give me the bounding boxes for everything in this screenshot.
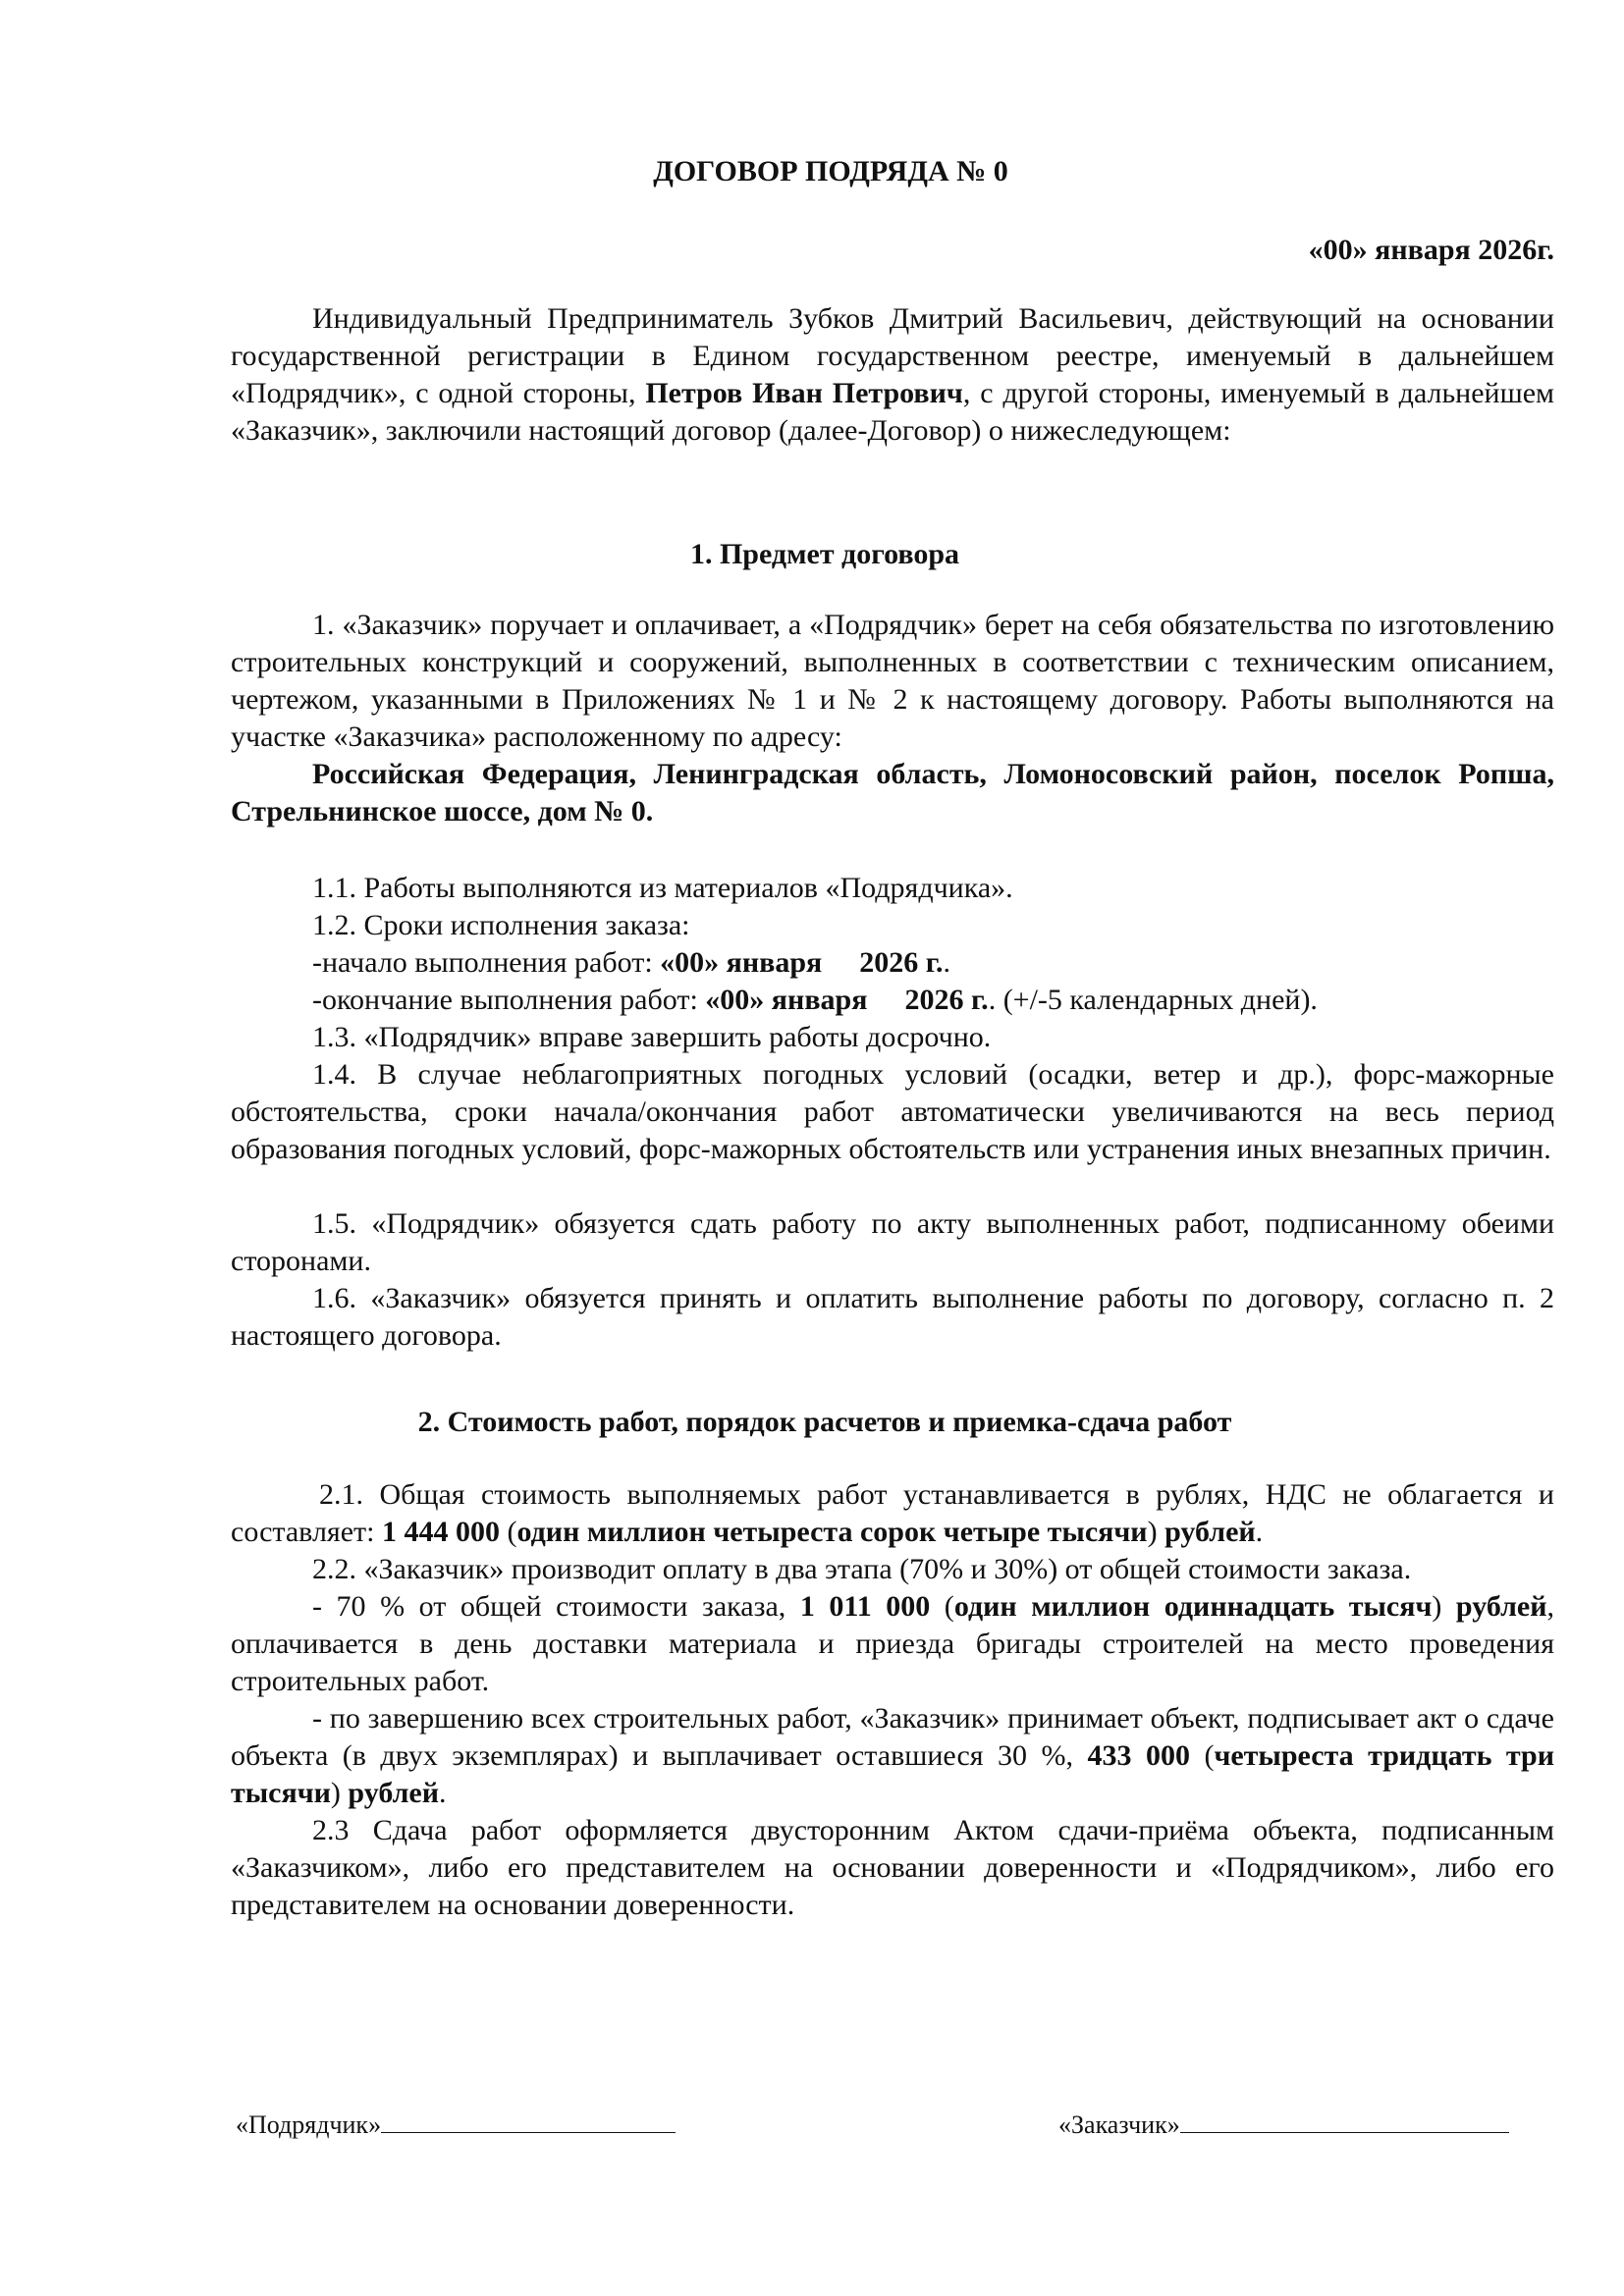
stage-1-amount: 1 011 000 xyxy=(799,1590,931,1623)
item-2-1-text: 2.1. Общая стоимость выполняемых работ устанавливается в рублях, НДС не облагается и составляет: xyxy=(231,1478,1554,1548)
total-amount-words: один миллион четыреста сорок четыре тысячи xyxy=(516,1516,1148,1548)
intro-text-1: Индивидуальный Предприниматель Зубков Дмитрий Васильевич, действующий на основании государственной регистрации в Едином государственном реестре, именуемый в дальнейшем «Подрядчик», с одной стороны, xyxy=(231,302,1554,409)
start-date-label: -начало выполнения работ: xyxy=(312,946,661,979)
stage-2-amount: 433 000 xyxy=(1087,1739,1190,1772)
end-date-note: . (+/-5 календарных дней). xyxy=(988,984,1318,1016)
stage-1-text-2: , оплачивается в день доставки материала и приезда бригады строителей на место проведения строительных работ. xyxy=(231,1590,1554,1697)
item-1-2: 1.2. Сроки исполнения заказа: xyxy=(312,909,690,941)
intro-paragraph xyxy=(231,300,1554,450)
item-1-4: 1.4. В случае неблагоприятных погодных условий (осадки, ветер и др.), форс-мажорные обстоятельства, сроки начала/окончания работ автоматически увеличиваются на весь период образования погодных условий, форс-мажорных обстоятельств или устранения иных внезапных причин. xyxy=(231,1058,1554,1165)
start-date-year: 2026 xyxy=(859,946,919,979)
section-1-title: 1. Предмет договора xyxy=(689,538,960,570)
document-title: ДОГОВОР ПОДРЯДА № 0 xyxy=(653,155,1008,187)
item-1-5: 1.5. «Подрядчик» обязуется сдать работу по акту выполненных работ, подписанному обеими сторонами. xyxy=(231,1207,1554,1277)
item-1-1: 1.1. Работы выполняются из материалов «Подрядчика». xyxy=(312,872,1013,904)
customer-signature-line xyxy=(1180,2109,1509,2133)
payment-stage-1: - 70 % от общей стоимости заказа, 1 011 000 (один миллион одиннадцать тысяч) рублей, оплачивается в день доставки материала и приезда бригады строителей на место проведения строительных работ. xyxy=(231,1590,1554,1697)
item-2-2: 2.2. «Заказчик» производит оплату в два этапа (70% и 30%) от общей стоимости заказа. xyxy=(312,1553,1412,1585)
end-date-year: 2026 xyxy=(904,984,964,1016)
stage-2-text: - по завершению всех строительных работ, «Заказчик» принимает объект, подписывает акт о сдаче объекта (в двух экземплярах) и выплачивает оставшиеся 30 %, xyxy=(231,1702,1554,1772)
end-date-value: «00» января xyxy=(705,984,868,1016)
start-date-value: «00» января xyxy=(660,946,823,979)
start-date-line: -начало выполнения работ: «00» января 2026 г.. xyxy=(312,946,951,979)
contractor-signature-line xyxy=(381,2109,676,2133)
item-2-3: 2.3 Сдача работ оформляется двусторонним Актом сдачи-приёма объекта, подписанным «Заказчиком», либо его представителем на основании доверенности и «Подрядчиком», либо его представителем на основании доверенности. xyxy=(231,1814,1554,1921)
customer-signature-label: «Заказчик» xyxy=(1058,2110,1180,2139)
stage-1-text: - 70 % от общей стоимости заказа, xyxy=(312,1590,800,1623)
start-date-suffix: г. xyxy=(918,946,944,979)
end-date-label: -окончание выполнения работ: xyxy=(312,984,706,1016)
end-date-line xyxy=(231,982,1554,1019)
section-1-item-1: 1. «Заказчик» поручает и оплачивает, а «Подрядчик» берет на себя обязательства по изготовлению строительных конструкций и сооружений, выполненных в соответствии с техническим описанием, чертежом, указанными в Приложениях № 1 и № 2 к настоящему договору. Работы выполняются на участке «Заказчика» расположенному по адресу: xyxy=(231,609,1554,753)
work-address: Российская Федерация, Ленинградская область, Ломоносовский район, поселок Ропша, Стрельнинское шоссе, дом № 0. xyxy=(231,758,1554,828)
stage-2-currency: рублей xyxy=(348,1777,439,1809)
section-2-title: 2. Стоимость работ, порядок расчетов и приемка-сдача работ xyxy=(417,1406,1232,1438)
item-1-6: 1.6. «Заказчик» обязуется принять и оплатить выполнение работы по договору, согласно п. 2 настоящего договора. xyxy=(231,1282,1554,1352)
stage-1-currency: рублей xyxy=(1455,1590,1547,1623)
contractor-signature xyxy=(236,2109,676,2140)
item-1-3: 1.3. «Подрядчик» вправе завершить работы досрочно. xyxy=(312,1021,992,1053)
contractor-signature-label: «Подрядчик» xyxy=(236,2110,382,2139)
item-2-1: 2.1. Общая стоимость выполняемых работ устанавливается в рублях, НДС не облагается и составляет: 1 444 000 (один миллион четыреста сорок четыре тысячи) рублей. xyxy=(231,1478,1554,1548)
customer-name: Петров Иван Петрович xyxy=(645,377,963,409)
stage-2-words: четыреста тридцать три тысячи xyxy=(231,1739,1554,1809)
total-amount: 1 444 000 xyxy=(381,1516,500,1548)
customer-signature xyxy=(1058,2109,1509,2140)
end-date-suffix: г. xyxy=(963,984,989,1016)
intro-text-2: , с другой стороны, именуемый в дальнейшем «Заказчик», заключили настоящий договор (далее-Договор) о нижеследующем: xyxy=(231,377,1554,447)
payment-stage-2: - по завершению всех строительных работ, «Заказчик» принимает объект, подписывает акт о сдаче объекта (в двух экземплярах) и выплачивает оставшиеся 30 %, 433 000 (четыреста тридцать три тысячи) рублей. xyxy=(231,1702,1554,1809)
stage-1-words: один миллион одиннадцать тысяч xyxy=(953,1590,1433,1623)
document-date: «00» января 2026г. xyxy=(1308,234,1554,266)
total-currency: рублей xyxy=(1164,1516,1256,1548)
